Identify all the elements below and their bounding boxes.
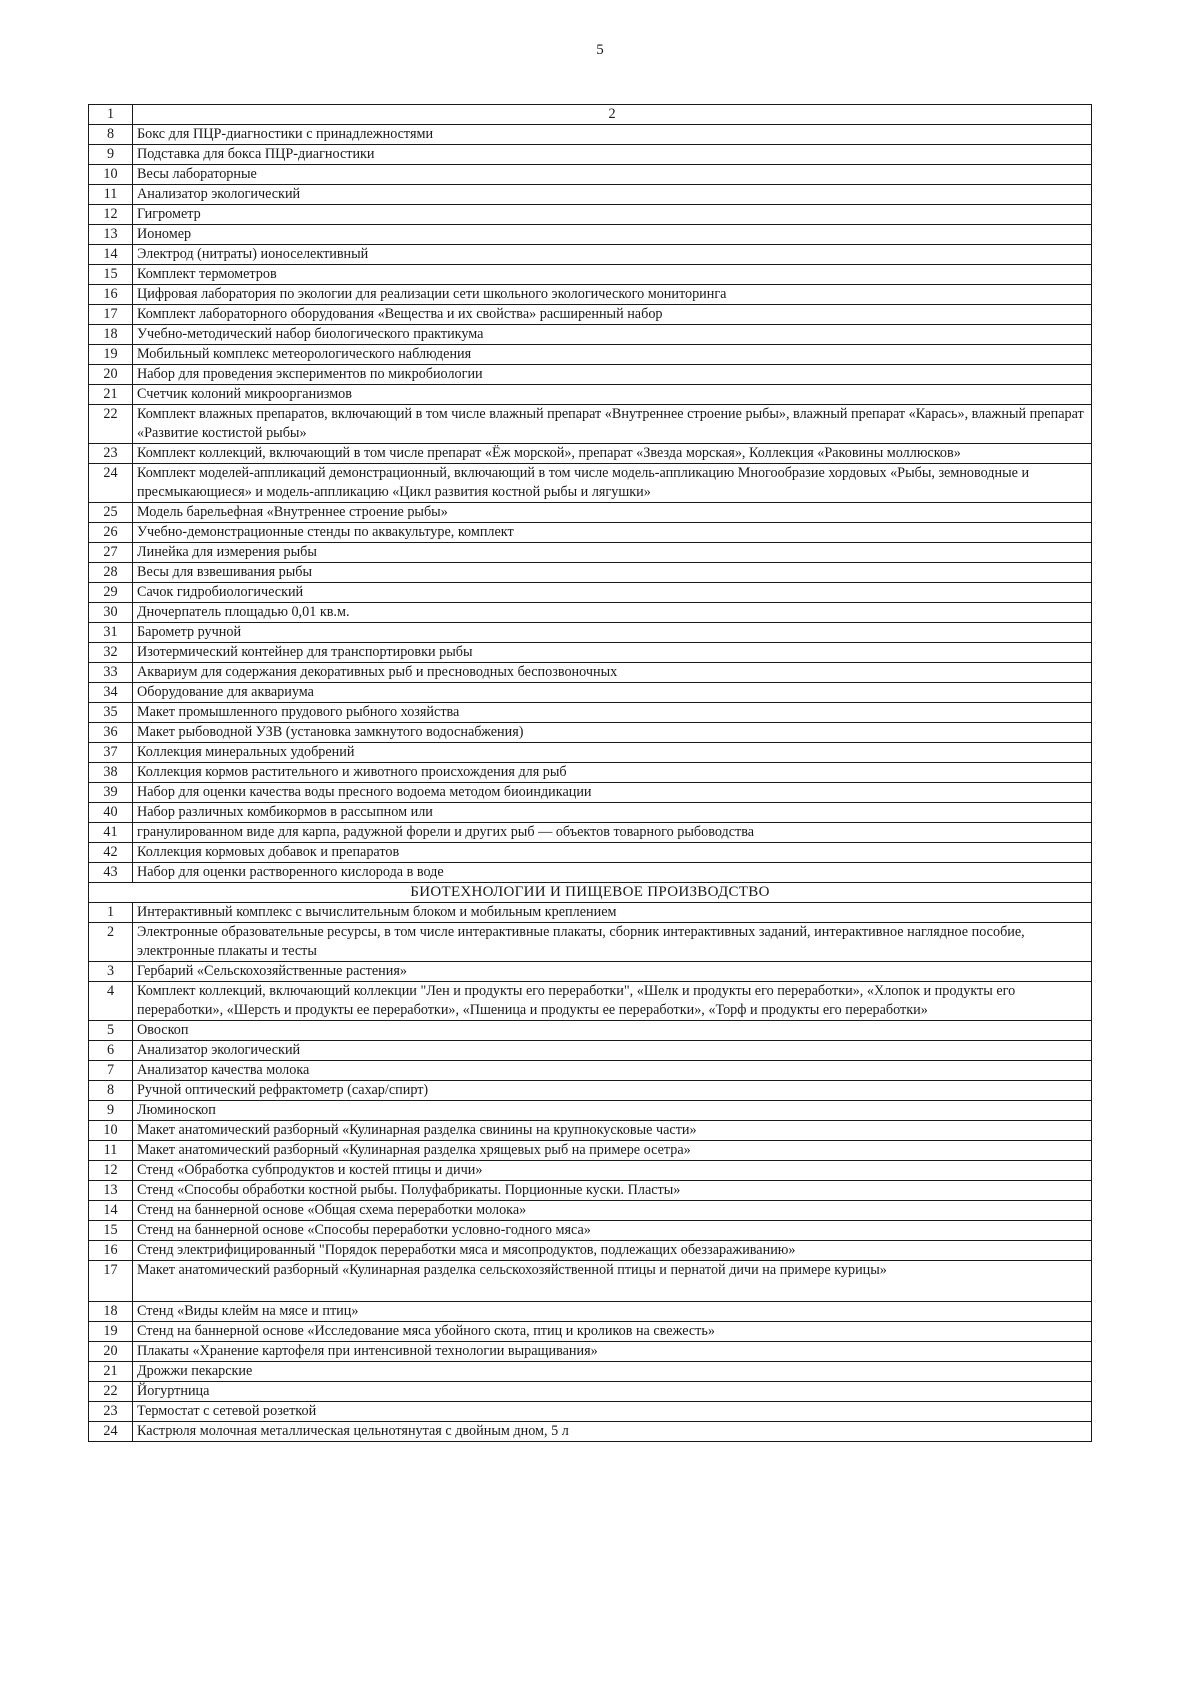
- row-item-name: Гигрометр: [133, 205, 1092, 225]
- table-row: [89, 1241, 1092, 1261]
- table-row: [89, 225, 1092, 245]
- table-row: [89, 843, 1092, 863]
- row-number: 32: [89, 643, 133, 663]
- row-item-name: Коллекция кормовых добавок и препаратов: [133, 843, 1092, 863]
- row-number: 25: [89, 503, 133, 523]
- page-number: 5: [596, 42, 604, 58]
- table-body: [89, 105, 1092, 1442]
- row-number: 5: [89, 1021, 133, 1041]
- row-item-name: Стенд электрифицированный "Порядок переработки мяса и мясопродуктов, подлежащих обеззараживанию»: [133, 1241, 1092, 1261]
- row-item-name: Макет анатомический разборный «Кулинарная разделка сельскохозяйственной птицы и пернатой дичи на примере курицы»: [133, 1261, 1092, 1302]
- table-row: [89, 663, 1092, 683]
- table-row: [89, 783, 1092, 803]
- row-item-name: Дрожжи пекарские: [133, 1362, 1092, 1382]
- table-row: [89, 1181, 1092, 1201]
- row-item-name: Набор для оценки качества воды пресного водоема методом биоиндикации: [133, 783, 1092, 803]
- row-number: 13: [89, 1181, 133, 1201]
- row-number: 17: [89, 305, 133, 325]
- table-row: [89, 1101, 1092, 1121]
- row-item-name: Весы для взвешивания рыбы: [133, 563, 1092, 583]
- row-item-name: Электрод (нитраты) ионоселективный: [133, 245, 1092, 265]
- table-row: [89, 444, 1092, 464]
- row-item-name: Интерактивный комплекс с вычислительным блоком и мобильным креплением: [133, 903, 1092, 923]
- row-item-name: Стенд «Виды клейм на мясе и птиц»: [133, 1302, 1092, 1322]
- row-number: 24: [89, 464, 133, 503]
- row-number: 16: [89, 285, 133, 305]
- table-row: [89, 962, 1092, 982]
- row-item-name: Набор для оценки растворенного кислорода в воде: [133, 863, 1092, 883]
- row-number: 11: [89, 1141, 133, 1161]
- row-item-name: Электронные образовательные ресурсы, в том числе интерактивные плакаты, сборник интерактивных заданий, интерактивное наглядное пособие, электронные плакаты и тесты: [133, 923, 1092, 962]
- table-row: [89, 1261, 1092, 1302]
- row-item-name: Комплект влажных препаратов, включающий в том числе влажный препарат «Внутреннее строение рыбы», влажный препарат «Карась», влажный препарат «Развитие костистой рыбы»: [133, 405, 1092, 444]
- row-item-name: Счетчик колоний микроорганизмов: [133, 385, 1092, 405]
- row-number: 8: [89, 125, 133, 145]
- row-item-name: Мобильный комплекс метеорологического наблюдения: [133, 345, 1092, 365]
- table-row: [89, 763, 1092, 783]
- row-number: 14: [89, 245, 133, 265]
- row-number: 31: [89, 623, 133, 643]
- row-item-name: Овоскоп: [133, 1021, 1092, 1041]
- row-number: 20: [89, 1342, 133, 1362]
- row-number: 22: [89, 405, 133, 444]
- table-row: [89, 1081, 1092, 1101]
- table-row: [89, 703, 1092, 723]
- row-item-name: Комплект коллекций, включающий коллекции "Лен и продукты его переработки", «Шелк и продукты его переработки», «Хлопок и продукты его переработки», «Шерсть и продукты ее переработки», «Пшеница и продукты ее переработки», «Торф и продукты его переработки»: [133, 982, 1092, 1021]
- row-item-name: Стенд на баннерной основе «Исследование мяса убойного скота, птиц и кроликов на свежесть»: [133, 1322, 1092, 1342]
- table-row: [89, 1322, 1092, 1342]
- row-number: 24: [89, 1422, 133, 1442]
- table-row: [89, 1021, 1092, 1041]
- table-row: [89, 245, 1092, 265]
- row-number: 27: [89, 543, 133, 563]
- row-number: 19: [89, 345, 133, 365]
- row-item-name: Макет промышленного прудового рыбного хозяйства: [133, 703, 1092, 723]
- row-number: 9: [89, 145, 133, 165]
- row-number: 9: [89, 1101, 133, 1121]
- row-number: 6: [89, 1041, 133, 1061]
- table-row: [89, 1161, 1092, 1181]
- table-row: [89, 405, 1092, 444]
- row-number: 17: [89, 1261, 133, 1302]
- row-item-name: Стенд «Обработка субпродуктов и костей птицы и дичи»: [133, 1161, 1092, 1181]
- row-number: 29: [89, 583, 133, 603]
- row-item-name: Аквариум для содержания декоративных рыб и пресноводных беспозвоночных: [133, 663, 1092, 683]
- row-item-name: Бокс для ПЦР-диагностики с принадлежностями: [133, 125, 1092, 145]
- table-row: [89, 803, 1092, 823]
- table-row: [89, 1302, 1092, 1322]
- row-item-name: Комплект лабораторного оборудования «Вещества и их свойства» расширенный набор: [133, 305, 1092, 325]
- table-row: [89, 543, 1092, 563]
- row-number: 34: [89, 683, 133, 703]
- row-item-name: Дночерпатель площадью 0,01 кв.м.: [133, 603, 1092, 623]
- table-row: [89, 345, 1092, 365]
- section-title: БИОТЕХНОЛОГИИ И ПИЩЕВОЕ ПРОИЗВОДСТВО: [89, 883, 1092, 903]
- row-item-name: Учебно-методический набор биологического практикума: [133, 325, 1092, 345]
- row-number: 42: [89, 843, 133, 863]
- row-item-name: Ручной оптический рефрактометр (сахар/спирт): [133, 1081, 1092, 1101]
- column-header-name: 2: [133, 105, 1092, 125]
- row-item-name: Комплект моделей-аппликаций демонстрационный, включающий в том числе модель-аппликацию Многообразие хордовых «Рыбы, земноводные и пресмыкающиеся» и модель-аппликацию «Цикл развития костной рыбы и лягушки»: [133, 464, 1092, 503]
- section-heading-row: [89, 883, 1092, 903]
- row-number: 16: [89, 1241, 133, 1261]
- row-number: 21: [89, 385, 133, 405]
- row-number: 22: [89, 1382, 133, 1402]
- row-number: 28: [89, 563, 133, 583]
- row-number: 2: [89, 923, 133, 962]
- row-number: 19: [89, 1322, 133, 1342]
- row-number: 40: [89, 803, 133, 823]
- table-header-row: [89, 105, 1092, 125]
- table-row: [89, 1201, 1092, 1221]
- row-item-name: Стенд на баннерной основе «Способы переработки условно-годного мяса»: [133, 1221, 1092, 1241]
- row-item-name: Плакаты «Хранение картофеля при интенсивной технологии выращивания»: [133, 1342, 1092, 1362]
- row-item-name: Макет рыбоводной УЗВ (установка замкнутого водоснабжения): [133, 723, 1092, 743]
- row-number: 26: [89, 523, 133, 543]
- row-item-name: Комплект термометров: [133, 265, 1092, 285]
- table-row: [89, 643, 1092, 663]
- row-number: 38: [89, 763, 133, 783]
- table-row: [89, 1362, 1092, 1382]
- row-item-name: Учебно-демонстрационные стенды по аквакультуре, комплект: [133, 523, 1092, 543]
- row-number: 1: [89, 903, 133, 923]
- row-item-name: Коллекция минеральных удобрений: [133, 743, 1092, 763]
- table-row: [89, 165, 1092, 185]
- row-number: 11: [89, 185, 133, 205]
- table-row: [89, 923, 1092, 962]
- row-item-name: Стенд «Способы обработки костной рыбы. Полуфабрикаты. Порционные куски. Пласты»: [133, 1181, 1092, 1201]
- row-item-name: Гербарий «Сельскохозяйственные растения»: [133, 962, 1092, 982]
- table-row: [89, 1402, 1092, 1422]
- table-row: [89, 464, 1092, 503]
- table-row: [89, 743, 1092, 763]
- row-number: 12: [89, 1161, 133, 1181]
- row-number: 13: [89, 225, 133, 245]
- row-number: 23: [89, 444, 133, 464]
- row-item-name: Подставка для бокса ПЦР-диагностики: [133, 145, 1092, 165]
- table-row: [89, 903, 1092, 923]
- row-number: 37: [89, 743, 133, 763]
- row-number: 10: [89, 1121, 133, 1141]
- table-row: [89, 265, 1092, 285]
- row-item-name: Линейка для измерения рыбы: [133, 543, 1092, 563]
- row-item-name: Люминоскоп: [133, 1101, 1092, 1121]
- table-row: [89, 583, 1092, 603]
- table-row: [89, 503, 1092, 523]
- row-number: 15: [89, 265, 133, 285]
- row-item-name: Макет анатомический разборный «Кулинарная разделка хрящевых рыб на примере осетра»: [133, 1141, 1092, 1161]
- row-number: 36: [89, 723, 133, 743]
- row-number: 35: [89, 703, 133, 723]
- row-item-name: Сачок гидробиологический: [133, 583, 1092, 603]
- table-row: [89, 863, 1092, 883]
- row-item-name: Барометр ручной: [133, 623, 1092, 643]
- table-row: [89, 623, 1092, 643]
- row-item-name: Изотермический контейнер для транспортировки рыбы: [133, 643, 1092, 663]
- table-row: [89, 1382, 1092, 1402]
- row-number: 20: [89, 365, 133, 385]
- table-row: [89, 385, 1092, 405]
- row-item-name: Цифровая лаборатория по экологии для реализации сети школьного экологического мониторинга: [133, 285, 1092, 305]
- table-row: [89, 325, 1092, 345]
- table-row: [89, 365, 1092, 385]
- row-item-name: Термостат с сетевой розеткой: [133, 1402, 1092, 1422]
- row-item-name: Йогуртница: [133, 1382, 1092, 1402]
- row-number: 23: [89, 1402, 133, 1422]
- equipment-table: [88, 104, 1092, 1442]
- table-row: [89, 185, 1092, 205]
- table-row: [89, 683, 1092, 703]
- row-number: 18: [89, 325, 133, 345]
- table-row: [89, 125, 1092, 145]
- row-number: 30: [89, 603, 133, 623]
- row-number: 41: [89, 823, 133, 843]
- table-row: [89, 523, 1092, 543]
- row-item-name: Комплект коллекций, включающий в том числе препарат «Ёж морской», препарат «Звезда морская», Коллекция «Раковины моллюсков»: [133, 444, 1092, 464]
- row-item-name: Набор различных комбикормов в рассыпном или: [133, 803, 1092, 823]
- table-row: [89, 1121, 1092, 1141]
- table-row: [89, 1061, 1092, 1081]
- table-row: [89, 145, 1092, 165]
- row-number: 33: [89, 663, 133, 683]
- table-row: [89, 1041, 1092, 1061]
- row-item-name: Стенд на баннерной основе «Общая схема переработки молока»: [133, 1201, 1092, 1221]
- row-item-name: гранулированном виде для карпа, радужной форели и других рыб — объектов товарного рыбоводства: [133, 823, 1092, 843]
- row-number: 14: [89, 1201, 133, 1221]
- table-row: [89, 1422, 1092, 1442]
- table-row: [89, 823, 1092, 843]
- table-row: [89, 1221, 1092, 1241]
- row-number: 18: [89, 1302, 133, 1322]
- table-row: [89, 1342, 1092, 1362]
- table-row: [89, 205, 1092, 225]
- table-row: [89, 1141, 1092, 1161]
- row-number: 7: [89, 1061, 133, 1081]
- row-number: 39: [89, 783, 133, 803]
- row-item-name: Анализатор экологический: [133, 1041, 1092, 1061]
- row-number: 4: [89, 982, 133, 1021]
- row-item-name: Коллекция кормов растительного и животного происхождения для рыб: [133, 763, 1092, 783]
- row-item-name: Модель барельефная «Внутреннее строение рыбы»: [133, 503, 1092, 523]
- row-item-name: Анализатор качества молока: [133, 1061, 1092, 1081]
- row-number: 8: [89, 1081, 133, 1101]
- row-number: 3: [89, 962, 133, 982]
- row-number: 12: [89, 205, 133, 225]
- row-item-name: Иономер: [133, 225, 1092, 245]
- row-number: 10: [89, 165, 133, 185]
- row-item-name: Макет анатомический разборный «Кулинарная разделка свинины на крупнокусковые части»: [133, 1121, 1092, 1141]
- row-number: 21: [89, 1362, 133, 1382]
- row-item-name: Весы лабораторные: [133, 165, 1092, 185]
- table-row: [89, 563, 1092, 583]
- table-row: [89, 603, 1092, 623]
- table-row: [89, 723, 1092, 743]
- column-header-number: 1: [89, 105, 133, 125]
- row-item-name: Набор для проведения экспериментов по микробиологии: [133, 365, 1092, 385]
- row-item-name: Кастрюля молочная металлическая цельнотянутая с двойным дном, 5 л: [133, 1422, 1092, 1442]
- row-item-name: Оборудование для аквариума: [133, 683, 1092, 703]
- table-row: [89, 285, 1092, 305]
- row-number: 43: [89, 863, 133, 883]
- table-row: [89, 982, 1092, 1021]
- row-number: 15: [89, 1221, 133, 1241]
- table-row: [89, 305, 1092, 325]
- row-item-name: Анализатор экологический: [133, 185, 1092, 205]
